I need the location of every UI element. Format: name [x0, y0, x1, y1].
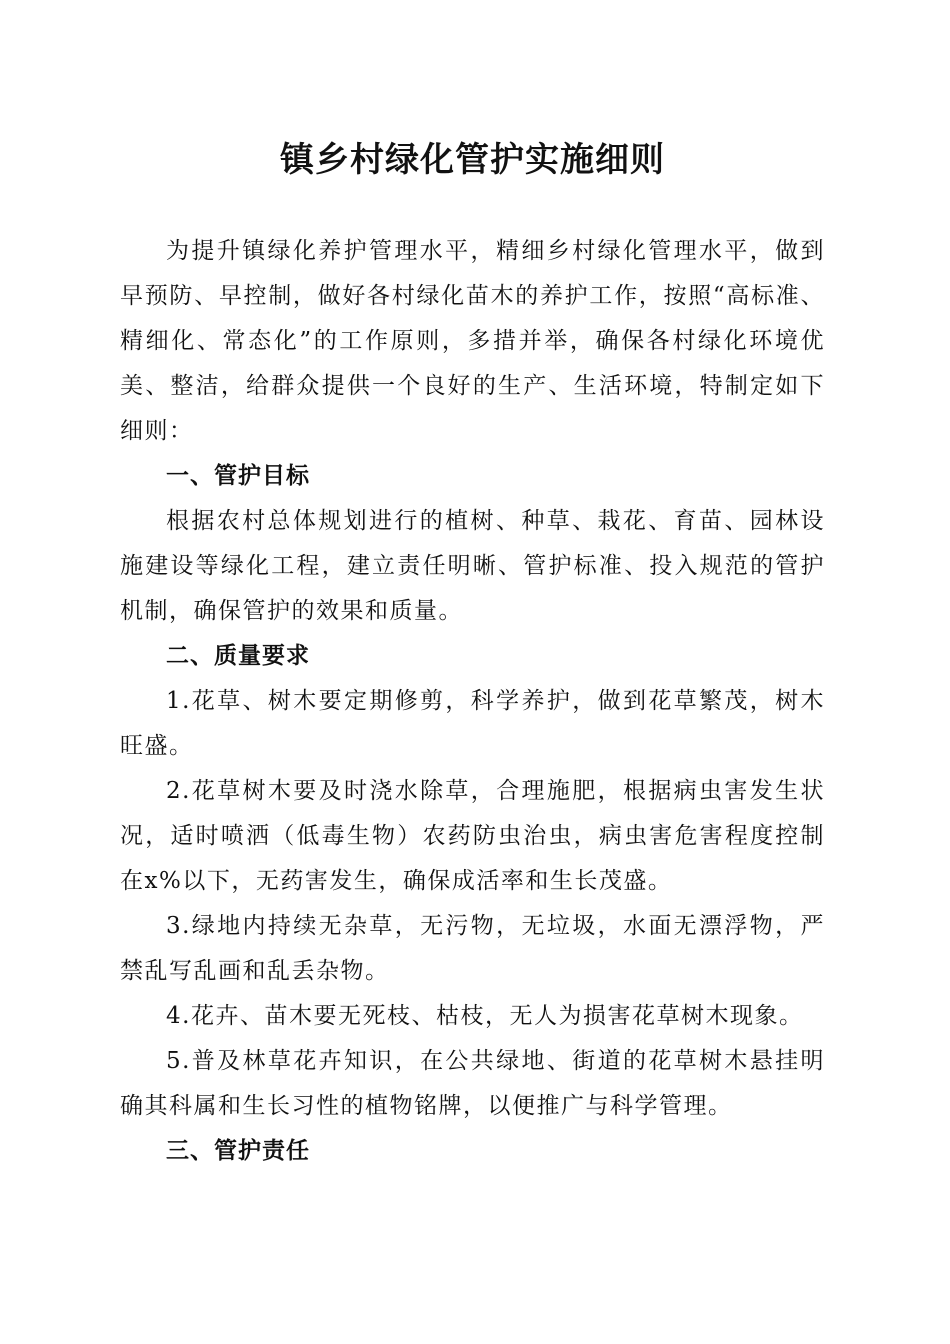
goals-paragraph: 根据农村总体规划进行的植树、种草、栽花、育苗、园林设施建设等绿化工程，建立责任明晰、管护标准、投入规范的管护机制，确保管护的效果和质量。 [120, 508, 825, 624]
section-heading-goals: 一、管护目标 [166, 463, 310, 489]
quality-item-4: 4.花卉、苗木要无死枝、枯枝，无人为损害花草树木现象。 [166, 1003, 804, 1029]
section-heading-quality: 二、质量要求 [166, 643, 310, 669]
quality-item-1: 1.花草、树木要定期修剪，科学养护，做到花草繁茂，树木旺盛。 [120, 688, 825, 759]
quality-item-3: 3.绿地内持续无杂草，无污物，无垃圾，水面无漂浮物，严禁乱写乱画和乱丢杂物。 [120, 913, 825, 984]
quality-item-5: 5.普及林草花卉知识，在公共绿地、街道的花草树木悬挂明确其科属和生长习性的植物铭牌，以便推广与科学管理。 [120, 1048, 825, 1119]
document-title: 镇乡村绿化管护实施细则 [280, 140, 665, 180]
section-heading-responsibility: 三、管护责任 [166, 1138, 310, 1164]
quality-item-2: 2.花草树木要及时浇水除草，合理施肥，根据病虫害发生状况，适时喷洒（低毒生物）农药防虫治虫，病虫害危害程度控制在x%以下，无药害发生，确保成活率和生长茂盛。 [120, 778, 825, 894]
document-body [120, 229, 825, 1174]
intro-paragraph: 为提升镇绿化养护管理水平，精细乡村绿化管理水平，做到早预防、早控制，做好各村绿化苗木的养护工作，按照“高标准、精细化、常态化”的工作原则，多措并举，确保各村绿化环境优美、整洁，给群众提供一个良好的生产、生活环境，特制定如下细则： [120, 238, 825, 444]
